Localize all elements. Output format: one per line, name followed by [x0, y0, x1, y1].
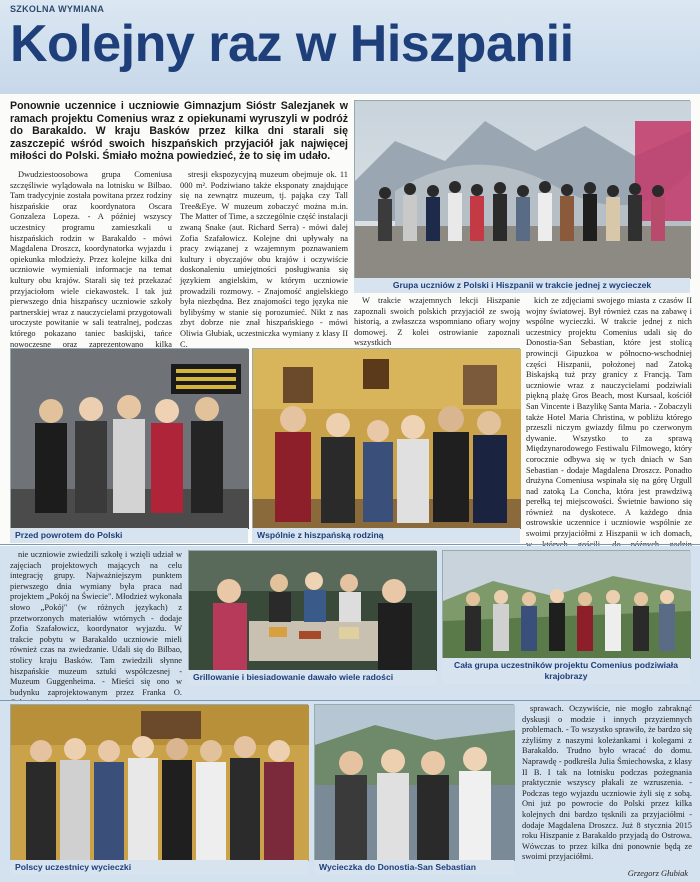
caption-landscape: Cała grupa uczestników projektu Comenius podziwiała krajobrazy [442, 658, 690, 684]
header-band [0, 0, 700, 94]
photo-airport [10, 348, 248, 528]
photo-guggenheim-group [354, 100, 690, 278]
photo-polish-group [10, 704, 308, 860]
article-column-2-text: stresji ekspozycyjną muzeum obejmuje ok. 11 000 m². Podziwiano także eksponaty znajdujące się na zewnątrz muzeum, tj. pająka czy Tall Tree&Eye. W muzeum zobaczyć można m.in. The Matter of Time, a szczególnie część instalacji zwaną Snake (aut. Richard Serra) - mówi dalej Zofia Szafałowicz. Kolejne dni upływały na pracy związanej z wzajemnym poznawaniem kultury i obyczajów obu krajów i oczywiście doskonaleniu umiejętności posługiwania się językiem angielskim, w którym uczniowie prowadzili rozmowy. - Znajomość angielskiego była niezbędna. Bez znajomości tego języka nie bylibyśmy w stanie się porozumieć. Nikt z nas zbyt dobrze nie znał hiszpańskiego - mówi Oliwia Głubiak, uczestniczka wymiany z klasy II C. [180, 170, 348, 349]
article-column-3 [354, 296, 520, 348]
caption-san-sebastian: Wycieczka do Donostia-San Sebastian [314, 860, 514, 875]
article-column-6-text: sprawach. Oczywiście, nie mogło zabraknąć dyskusji o modzie i innych przyziemnych problemach. - To wszystko sprawiło, że bardzo się zżyliśmy z naszymi koleżankami i kolegami z Barakaldo. Trudno było wracać do domu. Naprawdę - podkreśla Julia Śmiechowska, z klasy II B. I tak na lotnisku podczas pożegnania praktycznie wszyscy płakali ze wzruszenia. - Podczas tego wyjazdu uczniowie żyli się z sobą. Oni już po powrocie do Polski przez kilka kolejnych dni bardzo tęsknili za przyjaciółmi - dodaje Magdalena Droszcz. Już 8 stycznia 2015 roku Hiszpanie z Barakaldo przyjadą do Ostrowa. Wówczas to przez kilka dni ponownie będą ze swoimi przyjaciółmi. [522, 704, 692, 862]
caption-grill: Grillowanie i biesiadowanie dawało wiele radości [188, 670, 436, 685]
article-column-1-text: Dwudziestoosobowa grupa Comeniusa szczęśliwie wylądowała na lotnisku w Bilbao. Tam tradycyjnie została powitana przez rodziny hiszpańskie oraz koordynatora Oscara Gonzaleza Lopeza. - A później wszyscy uczestnicy programu zamieszkali u hiszpańskich rodzin w Barakaldo - mówi Magdalena Droszcz, koordynatorka wyjazdu i opiekunka młodzieży. Przez kolejne kilka dni uczniowie wymieniali informacje na temat kultury obu krajów. Starali się też przekazać przyjaciołom wiele ciekawostek. I tak już pierwszego dnia hiszpańscy uczniowie szkoły partnerskiej wraz z nauczycielami przygotowali uroczyste powitanie w sali teatralnej, podczas którego pokazano taniec baskijski, tańce nowoczesne oraz zaprezentowano kilka [10, 170, 172, 349]
photo-family [252, 348, 520, 528]
article-column-2 [180, 170, 348, 349]
article-column-5 [10, 550, 182, 696]
article-column-3-text: W trakcie wzajemnych lekcji Hiszpanie zapoznali swoich polskich przyjaciół ze swoją historią, a zwłaszcza wspomniano ofiary wojny domowej. Z kolei ostrowianie zapoznali wszystkich [354, 296, 520, 348]
headline: Kolejny raz w Hiszpanii [10, 15, 574, 73]
caption-polish-group: Polscy uczestnicy wycieczki [10, 860, 308, 875]
photo-landscape [442, 550, 690, 658]
caption-airport: Przed powrotem do Polski [10, 528, 248, 543]
article-column-4-text: kich ze zdjęciami swojego miasta z czasów II wojny światowej. Był również czas na zabawę i wspólne wycieczki. W trakcie jednej z nich uczestnicy projektu Comenius udali się do Donostia-San Sebastian, które jest stolicą prowincji Gipuzkoa w północno-wschodniej części Hiszpanii, położonej nad Zatoką Biskajską tuż przy granicy z Francją. Tam uczniowie wraz z nauczycielami podziwiali piękną plażę Gros Beach, most Kursaal, kościół San Vincente i Bazylikę Santa Maria. - Zobaczyli także Hotel Maria Christina, w pobliżu którego przeszli niczym gwiazdy filmu po czerwonym dywanie. Wszystko to za sprawą Międzynarodowego Festiwalu Filmowego, który corocznie odbywa się w tych dniach w San Sebastian - dodaje Magdalena Droszcz. Ponadto drużyna Comeniusa wspinała się na górę Urgull nad zatoką La Concha, która jest prawdziwą perełką tej miejscowości. Świetnie bawiono się również na dyskotece. A każdego dnia ostrowskie uczennice i uczniowie wspólnie ze swoimi przyjaciółmi z Hiszpanii w ich domach, [526, 296, 692, 539]
photo-san-sebastian [314, 704, 514, 860]
article-column-1 [10, 170, 172, 349]
caption-family: Wspólnie z hiszpańską rodziną [252, 528, 520, 543]
article-column-6 [522, 704, 692, 864]
lead-paragraph: Ponownie uczennice i uczniowie Gimnazjum Sióstr Salezjanek w ramach projektu Comenius wraz z opiekunami wyruszyli w podróż do Barakaldo. W kraju Basków przez kilka dni starali się zaszczepić wśród swoich hiszpańskich przyjaciół jak najwięcej miłości do Polski. Śmiało można powiedzieć, że to się im udało. [10, 100, 348, 163]
caption-guggenheim: Grupa uczniów z Polski i Hiszpanii w trakcie jednej z wycieczek [354, 278, 690, 293]
author-byline: Grzegorz Głubiak [627, 869, 688, 878]
section-label: SZKOLNA WYMIANA [10, 4, 105, 14]
article-column-5-text: nie uczniowie zwiedzili szkołę i wzięli udział w zajęciach projektowych mających na celu integrację grupy. Najważniejszym punktem pierwszego dnia wymiany była praca nad projektem „Pokój na Świecie". Młodzież wykonała słowo „Pokój" (w różnych językach) z przetworzonych materiałów wtórnych - dodaje Zofia Szafałowicz, koordynator wyjazdu. W trakcie pobytu w Barakaldo uczniowie mieli również czas na zwiedzanie. Udali się do Bilbao, stolicy kraju Basków. Tam zwiedzili słynne hiszpańskie muzeum sztuki współczesnej - Muzeum Guggenheima. - Mieści się ono w budynku zaprojektowanym przez Franka O. [10, 550, 182, 697]
section-divider [0, 544, 700, 545]
article-column-4 [526, 296, 692, 546]
photo-grill [188, 550, 436, 670]
